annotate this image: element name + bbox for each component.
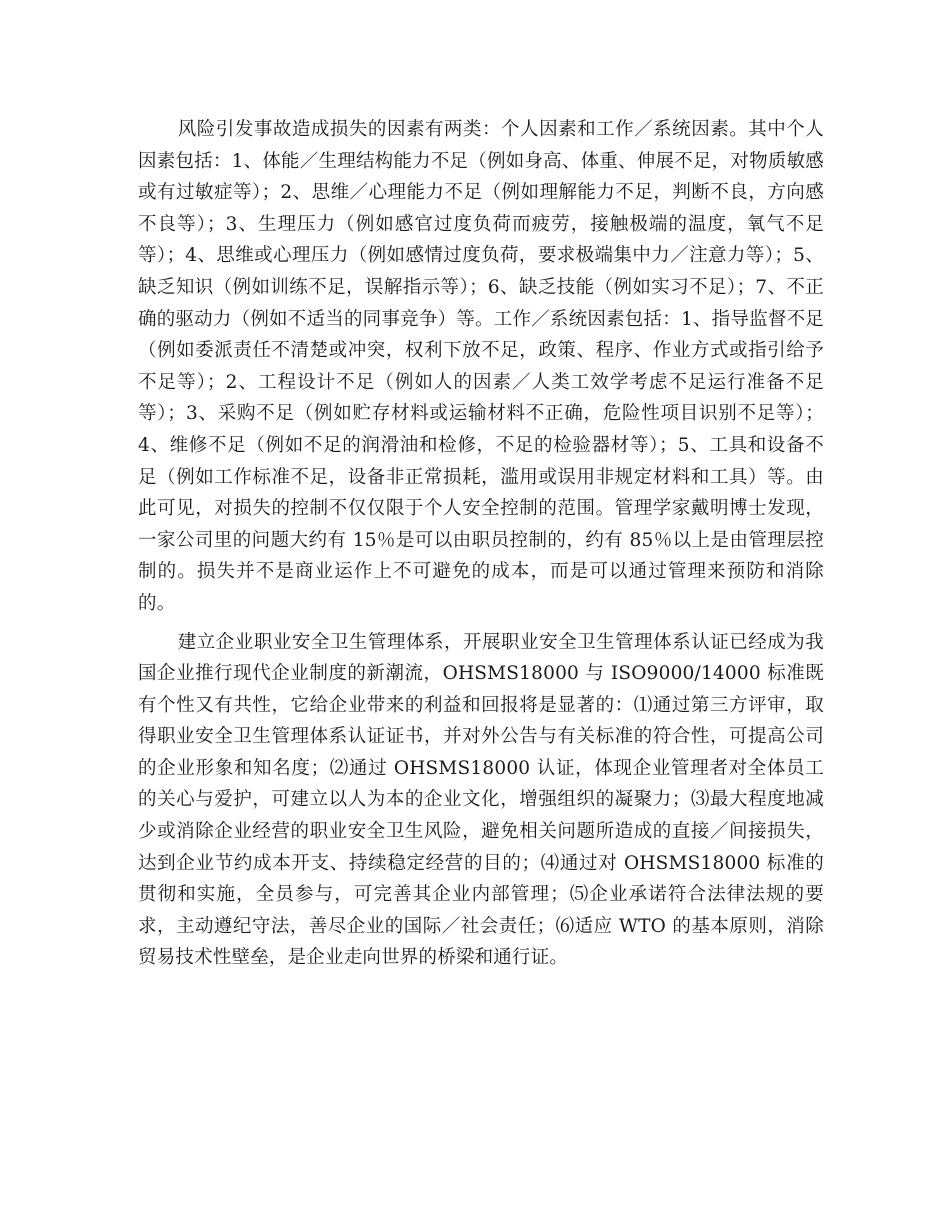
paragraph-loss-factors: 风险引发事故造成损失的因素有两类：个人因素和工作／系统因素。其中个人因素包括：1、体能／生理结构能力不足（例如身高、体重、伸展不足，对物质敏感或有过敏症等）；2、思维／心理能力不足（例如理解能力不足，判断不良，方向感不良等）；3、生理压力（例如感官过度负荷而疲劳，接触极端的温度，氧气不足等）；4、思维或心理压力（例如感情过度负荷，要求极端集中力／注意力等）；5、缺乏知识（例如训练不足，误解指示等）；6、缺乏技能（例如实习不足）；7、不正确的驱动力（例如不适当的同事竞争）等。工作／系统因素包括：1、指导监督不足（例如委派责任不清楚或冲突，权利下放不足，政策、程序、作业方式或指引给予不足等）；2、工程设计不足（例如人的因素／人类工效学考虑不足运行准备不足等）；3、采购不足（例如贮存材料或运输材料不正确，危险性项目识别不足等）；4、维修不足（例如不足的润滑油和检修，不足的检验器材等）；5、工具和设备不足（例如工作标准不足，设备非正常损耗，滥用或误用非规定材料和工具）等。由此可见，对损失的控制不仅仅限于个人安全控制的范围。管理学家戴明博士发现，一家公司里的问题大约有 15％是可以由职员控制的，约有 85％以上是由管理层控制的。损失并不是商业运作上不可避免的成本，而是可以通过管理来预防和消除的。 bbox=[138, 119, 824, 614]
document-body bbox=[138, 114, 824, 974]
paragraph-ohsms-benefits: 建立企业职业安全卫生管理体系，开展职业安全卫生管理体系认证已经成为我国企业推行现代企业制度的新潮流，OHSMS18000 与 ISO9000/14000 标准既有个性又有共性，它给企业带来的利益和回报将是显著的：⑴通过第三方评审，取得职业安全卫生管理体系认证证书，并对外公告与有关标准的符合性，可提高公司的企业形象和知名度；⑵通过 OHSMS18000 认证，体现企业管理者对全体员工的关心与爱护，可建立以人为本的企业文化，增强组织的凝聚力；⑶最大程度地减少或消除企业经营的职业安全卫生风险，避免相关问题所造成的直接／间接损失，达到企业节约成本开支、持续稳定经营的目的；⑷通过对 OHSMS18000 标准的贯彻和实施，全员参与，可完善其企业内部管理；⑸企业承诺符合法律法规的要求，主动遵纪守法，善尽企业的国际／社会责任；⑹适应 WTO 的基本原则，消除贸易技术性壁垒，是企业走向世界的桥梁和通行证。 bbox=[138, 631, 824, 969]
